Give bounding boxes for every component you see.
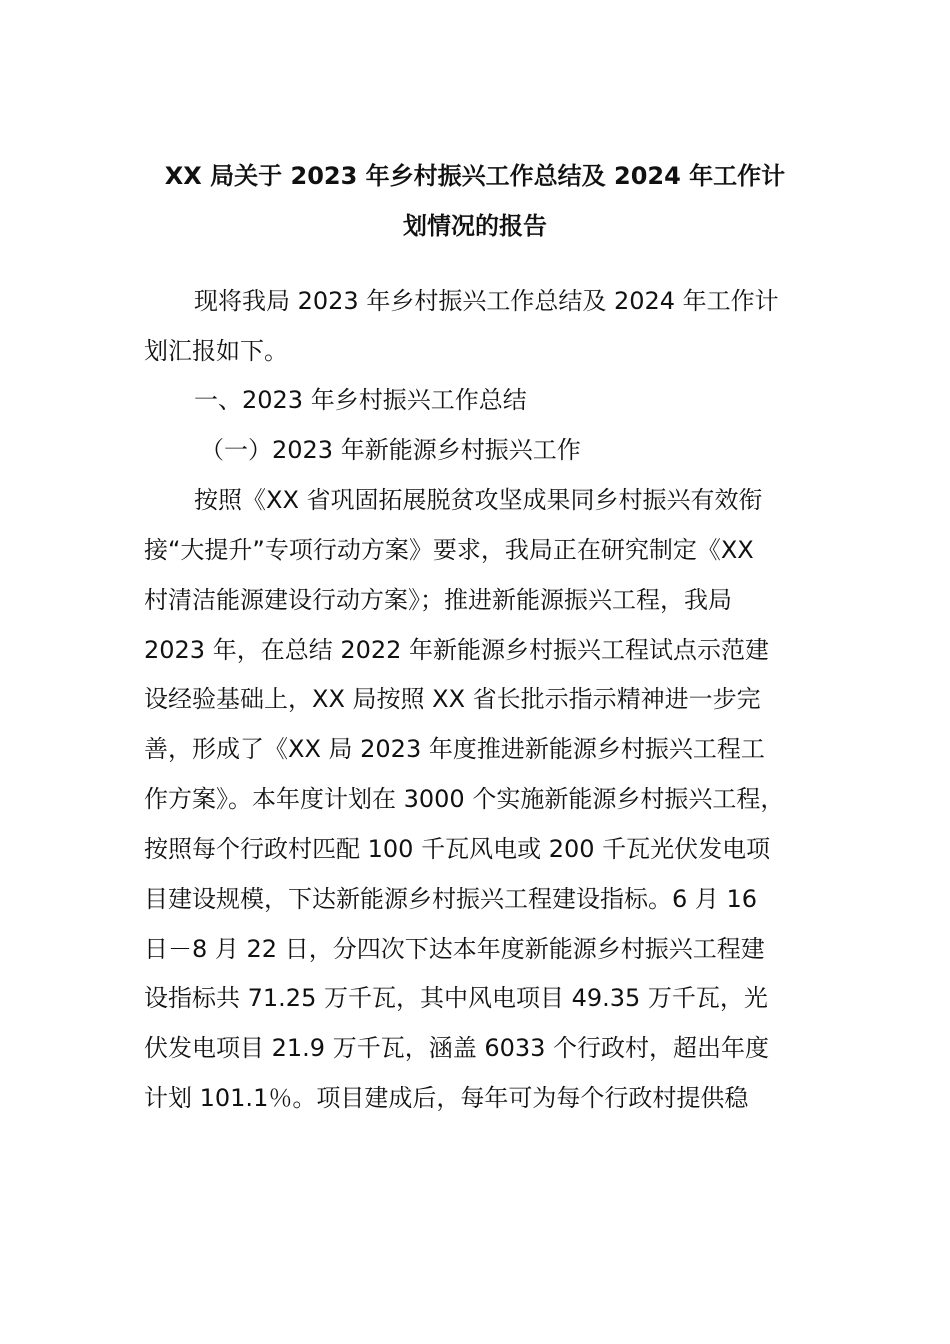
body-line-4: 2023 年，在总结 2022 年新能源乡村振兴工程试点示范建 bbox=[144, 636, 770, 664]
body-line-10: 日－8 月 22 日，分四次下达本年度新能源乡村振兴工程建 bbox=[144, 935, 765, 963]
body-line-1: 按照《XX 省巩固拓展脱贫攻坚成果同乡村振兴有效衔 bbox=[194, 486, 763, 514]
body-line-3: 村清洁能源建设行动方案》；推进新能源振兴工程，我局 bbox=[144, 586, 732, 614]
subsection-heading: （一）2023 年新能源乡村振兴工作 bbox=[200, 436, 581, 464]
body-line-9: 目建设规模，下达新能源乡村振兴工程建设指标。6 月 16 bbox=[144, 885, 758, 913]
body-line-7: 作方案》。本年度计划在 3000 个实施新能源乡村振兴工程， bbox=[144, 785, 785, 813]
document-title-line-2: 划情况的报告 bbox=[403, 212, 547, 240]
body-line-2: 接“大提升”专项行动方案》要求，我局正在研究制定《XX bbox=[144, 536, 754, 564]
body-line-5: 设经验基础上，XX 局按照 XX 省长批示指示精神进一步完 bbox=[144, 685, 761, 713]
document-title-line-1: XX 局关于 2023 年乡村振兴工作总结及 2024 年工作计 bbox=[164, 162, 786, 190]
body-line-11: 设指标共 71.25 万千瓦，其中风电项目 49.35 万千瓦，光 bbox=[144, 984, 768, 1012]
body-line-13: 计划 101.1％。项目建成后，每年可为每个行政村提供稳 bbox=[144, 1084, 749, 1112]
intro-paragraph-line-1: 现将我局 2023 年乡村振兴工作总结及 2024 年工作计 bbox=[194, 287, 779, 315]
body-line-6: 善，形成了《XX 局 2023 年度推进新能源乡村振兴工程工 bbox=[144, 735, 765, 763]
body-line-8: 按照每个行政村匹配 100 千瓦风电或 200 千瓦光伏发电项 bbox=[144, 835, 771, 863]
body-line-12: 伏发电项目 21.9 万千瓦，涵盖 6033 个行政村，超出年度 bbox=[144, 1034, 770, 1062]
intro-paragraph-line-2: 划汇报如下。 bbox=[144, 337, 288, 365]
section-heading: 一、2023 年乡村振兴工作总结 bbox=[194, 386, 527, 414]
